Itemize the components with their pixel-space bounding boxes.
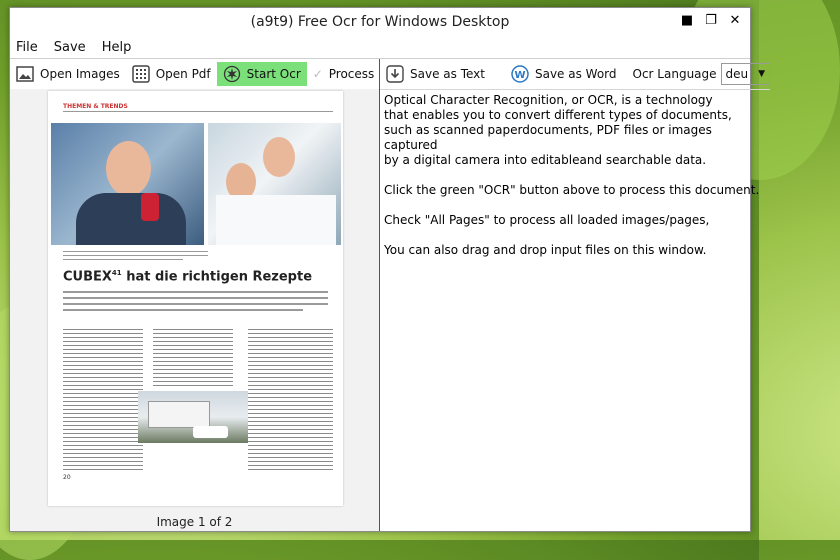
word-icon — [511, 65, 529, 83]
page-indicator: Image 1 of 2 — [156, 515, 233, 529]
menu-help[interactable]: Help — [101, 39, 132, 55]
process-label: Process — [328, 67, 375, 81]
document-headline: CUBEX$^{41}$ hat die richtigen Rezepte — [63, 269, 313, 285]
open-images-label: Open Images — [40, 67, 120, 81]
window-title: (a9t9) Free Ocr for Windows Desktop — [250, 14, 510, 30]
grid-icon — [132, 65, 150, 83]
document-photo-scientist — [51, 123, 204, 245]
maximize-button[interactable]: ❐ — [705, 12, 717, 28]
open-pdf-label: Open Pdf — [155, 67, 211, 81]
ocr-language-select[interactable] — [721, 63, 771, 85]
image-viewer[interactable] — [10, 89, 379, 531]
minimize-button[interactable]: ■ — [680, 12, 694, 28]
title-bar[interactable] — [10, 8, 750, 36]
ocr-line: Click the green "OCR" button above to process this document. — [384, 183, 760, 197]
ocr-line: Check "All Pages" to process all loaded images/pages, — [384, 213, 710, 227]
svg-text:W: W — [514, 70, 526, 81]
check-icon: ✓ — [312, 67, 323, 81]
text-column — [63, 326, 143, 471]
document-page-number: 20 — [63, 474, 71, 481]
process-toggle[interactable] — [307, 62, 381, 86]
document-photo-building — [138, 391, 248, 443]
app-window — [9, 7, 766, 532]
document-photo-lab — [208, 123, 341, 245]
menu-file[interactable]: File — [16, 39, 38, 55]
text-pane — [380, 59, 770, 531]
ocr-result-text[interactable] — [384, 93, 764, 273]
gear-icon — [223, 65, 241, 83]
open-pdf-button[interactable] — [126, 62, 217, 86]
open-images-button[interactable] — [10, 62, 126, 86]
download-icon — [386, 65, 404, 83]
scanned-document-page — [48, 91, 343, 506]
image-pane — [10, 59, 380, 531]
ocr-line: by a digital camera into editableand searchable data. — [384, 153, 707, 167]
chevron-down-icon: ▼ — [758, 69, 766, 79]
save-as-text-label: Save as Text — [410, 67, 485, 81]
text-column — [153, 326, 233, 386]
header-rule — [63, 111, 333, 112]
menu-bar — [10, 36, 750, 59]
image-icon — [16, 65, 34, 83]
ocr-line: that enables you to convert different types of documents, — [384, 108, 732, 122]
save-as-text-button[interactable] — [380, 62, 491, 86]
left-toolbar — [10, 59, 379, 90]
start-ocr-label: Start Ocr — [246, 67, 301, 81]
ocr-language-value: deu — [725, 67, 749, 81]
close-button[interactable]: ✕ — [729, 12, 741, 28]
start-ocr-button[interactable] — [217, 62, 307, 86]
ocr-language-label: Ocr Language — [632, 67, 717, 81]
ocr-line: You can also drag and drop input files on this window. — [384, 243, 707, 257]
save-as-word-button[interactable] — [505, 62, 623, 86]
menu-save[interactable]: Save — [53, 39, 86, 55]
right-toolbar — [380, 59, 770, 90]
ocr-line: such as scanned paperdocuments, PDF files or images captured — [384, 123, 712, 152]
text-column — [248, 326, 333, 471]
save-as-word-label: Save as Word — [534, 67, 617, 81]
ocr-line: Optical Character Recognition, or OCR, is a technology — [384, 93, 713, 107]
document-section-header: THEMEN & TRENDS — [63, 103, 128, 110]
